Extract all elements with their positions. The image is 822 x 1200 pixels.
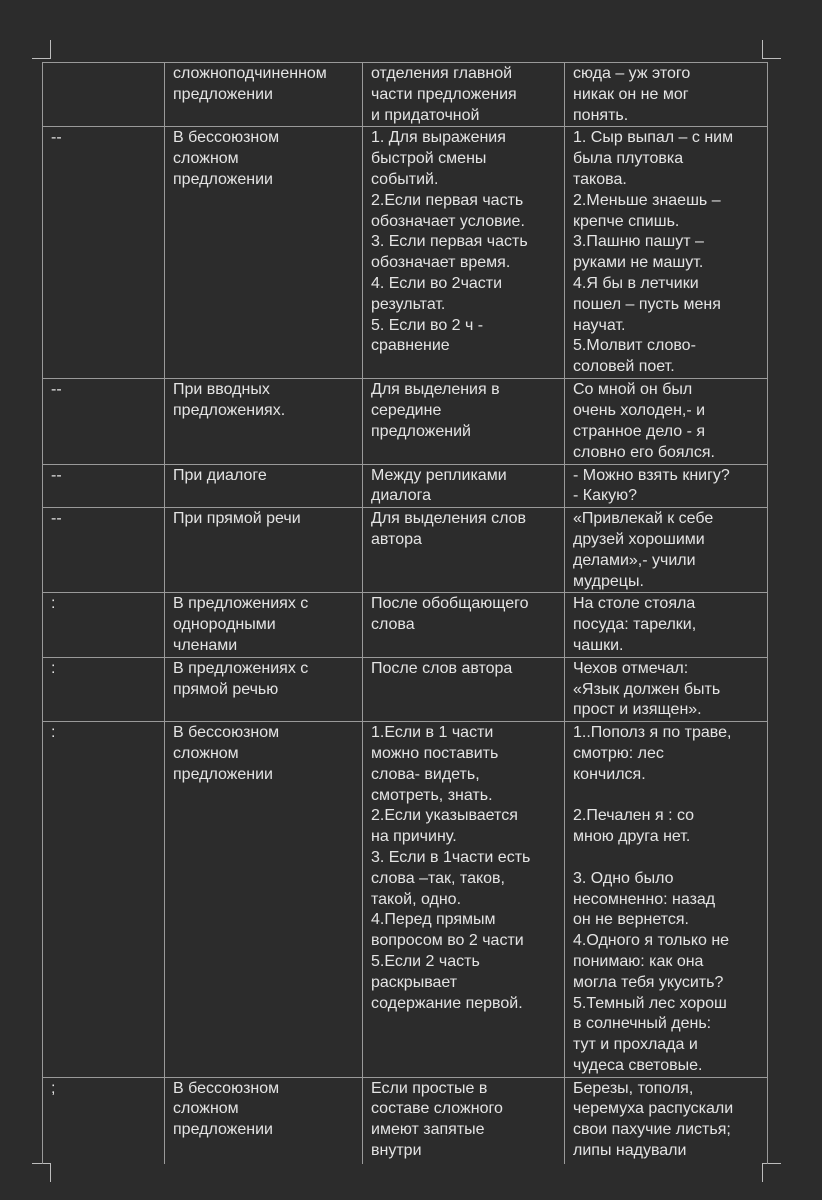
table-row [43,464,768,508]
usage-case-cell: В предложениях с однородными членами [165,593,363,657]
crop-mark-top-left [32,40,51,59]
table-row [43,657,768,721]
punctuation-rules-table [42,62,768,1164]
example-cell: Березы, тополя, черемуха распускали свои пахучие листья; липы надували [565,1077,768,1164]
usage-case-cell: В предложениях с прямой речью [165,657,363,721]
rule-cell: После обобщающего слова [363,593,565,657]
example-cell: - Можно взять книгу? - Какую? [565,464,768,508]
rule-cell: 1.Если в 1 части можно поставить слова- видеть, смотреть, знать. 2.Если указывается на причину. 3. Если в 1части есть слова –так, таков, такой, одно. 4.Перед прямым вопросом во 2 части 5.Если 2 часть раскрывает содержание первой. [363,722,565,1078]
table-row [43,508,768,593]
usage-case-cell: При вводных предложениях. [165,379,363,464]
rule-cell: Для выделения слов автора [363,508,565,593]
punctuation-sign-cell: : [43,593,165,657]
punctuation-sign-cell: -- [43,464,165,508]
table-row [43,127,768,379]
usage-case-cell: В бессоюзном сложном предложении [165,722,363,1078]
crop-mark-top-right [762,40,781,59]
table-row [43,1077,768,1164]
usage-case-cell: При прямой речи [165,508,363,593]
punctuation-sign-cell: -- [43,127,165,379]
table-row [43,593,768,657]
punctuation-sign-cell: ; [43,1077,165,1164]
rule-cell: После слов автора [363,657,565,721]
crop-mark-bottom-right [762,1163,781,1182]
rule-cell: 1. Для выражения быстрой смены событий. 2.Если первая часть обозначает условие. 3. Если первая часть обозначает время. 4. Если во 2части результат. 5. Если во 2 ч - сравнение [363,127,565,379]
example-cell: 1..Пополз я по траве, смотрю: лес кончился. 2.Печален я : со мною друга нет. 3. Одно было несомненно: назад он не вернется. 4.Одного я только не понимаю: как она могла тебя укусить? 5.Темный лес хорош в солнечный день: тут и прохлада и чудеса световые. [565,722,768,1078]
table-row [43,379,768,464]
punctuation-sign-cell: -- [43,508,165,593]
example-cell: Чехов отмечал: «Язык должен быть прост и изящен». [565,657,768,721]
table-row [43,63,768,127]
usage-case-cell: сложноподчиненном предложении [165,63,363,127]
example-cell: сюда – уж этого никак он не мог понять. [565,63,768,127]
crop-mark-bottom-left [32,1163,51,1182]
rule-cell: Между репликами диалога [363,464,565,508]
usage-case-cell: В бессоюзном сложном предложении [165,1077,363,1164]
example-cell: 1. Сыр выпал – с ним была плутовка такова. 2.Меньше знаешь – крепче спишь. 3.Пашню пашут – руками не машут. 4.Я бы в летчики пошел – пусть меня научат. 5.Молвит слово- соловей поет. [565,127,768,379]
usage-case-cell: В бессоюзном сложном предложении [165,127,363,379]
rule-cell: Если простые в составе сложного имеют запятые внутри [363,1077,565,1164]
example-cell: «Привлекай к себе друзей хорошими делами»,- учили мудрецы. [565,508,768,593]
usage-case-cell: При диалоге [165,464,363,508]
example-cell: Со мной он был очень холоден,- и странное дело - я словно его боялся. [565,379,768,464]
punctuation-sign-cell: : [43,722,165,1078]
punctuation-sign-cell [43,63,165,127]
example-cell: На столе стояла посуда: тарелки, чашки. [565,593,768,657]
punctuation-sign-cell: -- [43,379,165,464]
rule-cell: отделения главной части предложения и придаточной [363,63,565,127]
table-row [43,722,768,1078]
punctuation-sign-cell: : [43,657,165,721]
rule-cell: Для выделения в середине предложений [363,379,565,464]
